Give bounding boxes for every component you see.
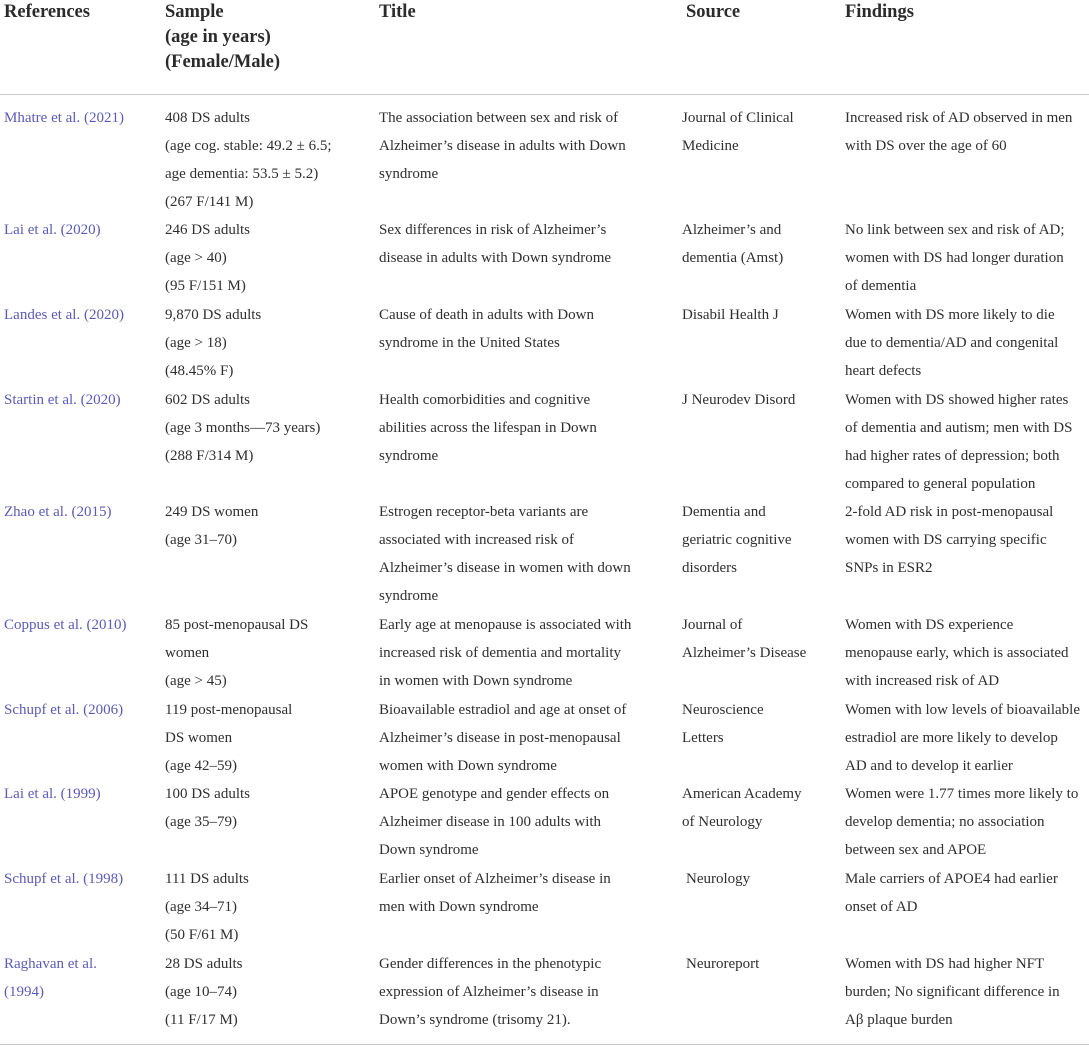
- title-cell: Gender differences in the phenotypic expression of Alzheimer’s disease in Down’s syndrome (trisomy 21).: [379, 956, 602, 1028]
- table-bottom-rule: [0, 1044, 1089, 1045]
- title-cell: Earlier onset of Alzheimer’s disease in men with Down syndrome: [379, 871, 611, 915]
- sample-cell: 85 post-menopausal DS women (age > 45): [165, 617, 309, 689]
- sample-cell: 246 DS adults (age > 40) (95 F/151 M): [165, 222, 251, 294]
- title-cell: Health comorbidities and cognitive abilities across the lifespan in Down syndrome: [379, 392, 597, 464]
- header-references: References: [4, 2, 90, 22]
- source-cell: Journal of Clinical Medicine: [682, 110, 794, 154]
- findings-cell: Women with DS experience menopause early, which is associated with increased risk of AD: [845, 617, 1069, 689]
- sample-cell: 111 DS adults (age 34–71) (50 F/61 M): [165, 871, 249, 943]
- findings-cell: 2-fold AD risk in post-menopausal women with DS carrying specific SNPs in ESR2: [845, 504, 1054, 576]
- sample-cell: 408 DS adults (age cog. stable: 49.2 ± 6.5; age dementia: 53.5 ± 5.2) (267 F/141 M): [165, 110, 332, 210]
- findings-cell: Male carriers of APOE4 had earlier onset of AD: [845, 871, 1058, 915]
- source-cell: Neuroreport: [686, 956, 760, 972]
- source-cell: Neurology: [686, 871, 751, 887]
- findings-cell: Women with low levels of bioavailable estradiol are more likely to develop AD and to develop it earlier: [845, 702, 1080, 774]
- title-cell: Cause of death in adults with Down syndrome in the United States: [379, 307, 594, 351]
- reference-link[interactable]: Lai et al. (2020): [4, 222, 101, 238]
- reference-link[interactable]: Landes et al. (2020): [4, 307, 124, 323]
- reference-link[interactable]: Coppus et al. (2010): [4, 617, 127, 633]
- reference-link[interactable]: Schupf et al. (2006): [4, 702, 124, 718]
- header-findings: Findings: [845, 2, 914, 22]
- title-cell: Bioavailable estradiol and age at onset of Alzheimer’s disease in post-menopausal women with Down syndrome: [379, 702, 627, 774]
- title-cell: APOE genotype and gender effects on Alzheimer disease in 100 adults with Down syndrome: [379, 786, 610, 858]
- findings-cell: Women with DS more likely to die due to dementia/AD and congenital heart defects: [845, 307, 1059, 379]
- findings-cell: Women with DS had higher NFT burden; No significant difference in Aβ plaque burden: [845, 956, 1060, 1028]
- sample-cell: 9,870 DS adults (age > 18) (48.45% F): [165, 307, 262, 379]
- sample-cell: 249 DS women (age 31–70): [165, 504, 259, 548]
- header-sample: Sample (age in years) (Female/Male): [165, 2, 281, 72]
- reference-link[interactable]: Lai et al. (1999): [4, 786, 101, 802]
- sample-cell: 28 DS adults (age 10–74) (11 F/17 M): [165, 956, 243, 1028]
- findings-cell: Increased risk of AD observed in men with DS over the age of 60: [845, 110, 1073, 154]
- reference-link[interactable]: Mhatre et al. (2021): [4, 110, 124, 126]
- source-cell: J Neurodev Disord: [682, 392, 796, 408]
- reference-link[interactable]: Startin et al. (2020): [4, 392, 121, 408]
- sample-cell: 119 post-menopausal DS women (age 42–59): [165, 702, 293, 774]
- title-cell: The association between sex and risk of Alzheimer’s disease in adults with Down syndrome: [379, 110, 626, 182]
- title-cell: Estrogen receptor-beta variants are associated with increased risk of Alzheimer’s disease in women with down syndrome: [379, 504, 631, 604]
- source-cell: Journal of Alzheimer’s Disease: [682, 617, 807, 661]
- reference-link[interactable]: Schupf et al. (1998): [4, 871, 124, 887]
- header-title: Title: [379, 2, 416, 22]
- sample-cell: 100 DS adults (age 35–79): [165, 786, 251, 830]
- sample-cell: 602 DS adults (age 3 months—73 years) (288 F/314 M): [165, 392, 321, 464]
- source-cell: American Academy of Neurology: [682, 786, 802, 830]
- findings-cell: No link between sex and risk of AD; women with DS had longer duration of dementia: [845, 222, 1065, 294]
- header-source: Source: [686, 2, 741, 22]
- source-cell: Neuroscience Letters: [682, 702, 764, 746]
- findings-cell: Women with DS showed higher rates of dementia and autism; men with DS had higher rates of depression; both compared to general population: [845, 392, 1073, 492]
- title-cell: Sex differences in risk of Alzheimer’s disease in adults with Down syndrome: [379, 222, 612, 266]
- title-cell: Early age at menopause is associated with increased risk of dementia and mortality in women with Down syndrome: [379, 617, 632, 689]
- header-divider: [0, 94, 1089, 95]
- findings-cell: Women were 1.77 times more likely to develop dementia; no association between sex and APOE: [845, 786, 1079, 858]
- source-cell: Disabil Health J: [682, 307, 779, 323]
- source-cell: Alzheimer’s and dementia (Amst): [682, 222, 784, 266]
- reference-link[interactable]: Raghavan et al. (1994): [4, 956, 97, 1000]
- source-cell: Dementia and geriatric cognitive disorders: [682, 504, 792, 576]
- reference-link[interactable]: Zhao et al. (2015): [4, 504, 112, 520]
